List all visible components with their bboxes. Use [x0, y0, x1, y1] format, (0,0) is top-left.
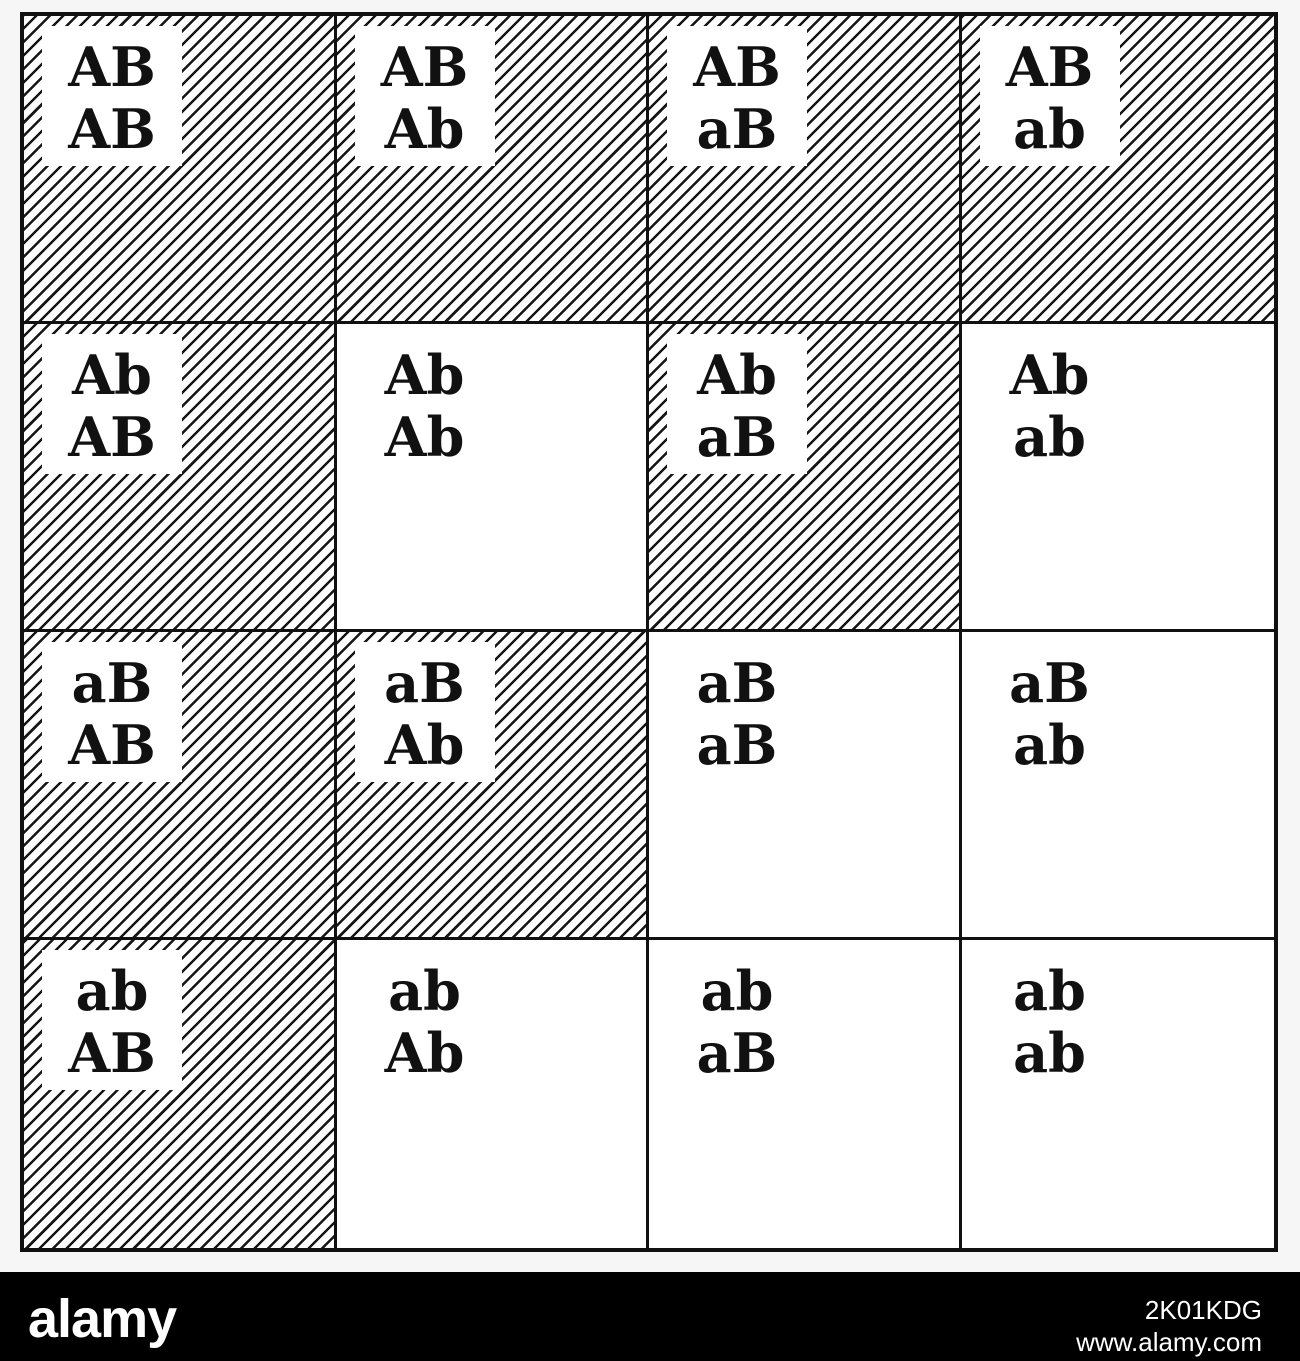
allele-bottom: ab	[1013, 405, 1086, 469]
allele-bottom: AB	[68, 97, 156, 161]
genotype-label	[667, 26, 807, 166]
allele-bottom: ab	[1013, 1021, 1086, 1085]
genotype-label	[355, 950, 495, 1090]
genotype-label	[42, 26, 182, 166]
genotype-label	[667, 334, 807, 474]
allele-top: aB	[384, 651, 465, 715]
allele-top: Ab	[72, 343, 152, 407]
grid-cell-r0-c2	[649, 16, 962, 324]
allele-top: Ab	[697, 343, 777, 407]
allele-bottom: Ab	[384, 713, 465, 777]
genotype-label	[667, 950, 807, 1090]
genotype-label	[980, 950, 1120, 1090]
allele-top: Ab	[384, 343, 465, 407]
allele-top: ab	[700, 959, 774, 1023]
allele-bottom: aB	[696, 713, 778, 777]
grid-cell-r0-c0	[24, 16, 337, 324]
allele-bottom: Ab	[384, 1021, 465, 1085]
allele-top: AB	[693, 35, 781, 99]
allele-bottom: AB	[68, 713, 156, 777]
allele-top: AB	[380, 35, 469, 99]
site-url-text: www.alamy.com	[1076, 1327, 1262, 1357]
grid-cell-r0-c1	[337, 16, 650, 324]
grid-cell-r1-c3	[962, 324, 1275, 632]
allele-bottom: Ab	[384, 405, 465, 469]
grid-cell-r2-c0	[24, 632, 337, 940]
allele-bottom: AB	[68, 405, 156, 469]
grid-cell-r3-c2	[649, 940, 962, 1248]
genotype-label	[355, 334, 495, 474]
grid-cell-r2-c1	[337, 632, 650, 940]
genotype-label	[980, 642, 1120, 782]
grid-cell-r2-c3	[962, 632, 1275, 940]
allele-top: aB	[1009, 651, 1090, 715]
genotype-label	[355, 26, 495, 166]
allele-top: ab	[388, 959, 461, 1023]
genotype-label	[42, 950, 182, 1090]
allele-top: AB	[1005, 35, 1094, 99]
allele-bottom: aB	[696, 1021, 778, 1085]
allele-bottom: Ab	[384, 97, 465, 161]
allele-bottom: AB	[68, 1021, 156, 1085]
genotype-label	[980, 26, 1120, 166]
grid-cell-r1-c2	[649, 324, 962, 632]
grid-cell-r3-c0	[24, 940, 337, 1248]
grid-cell-r3-c3	[962, 940, 1275, 1248]
alamy-logo: alamy	[28, 1289, 177, 1349]
allele-bottom: ab	[1013, 97, 1086, 161]
genotype-label	[355, 642, 495, 782]
grid-cell-r1-c1	[337, 324, 650, 632]
genotype-label	[42, 334, 182, 474]
genotype-label	[667, 642, 807, 782]
allele-top: aB	[71, 651, 153, 715]
allele-bottom: ab	[1013, 713, 1086, 777]
allele-top: ab	[1013, 959, 1086, 1023]
genotype-label	[980, 334, 1120, 474]
allele-top: AB	[68, 35, 156, 99]
punnett-square	[20, 12, 1278, 1252]
image-id-text: 2K01KDG	[1144, 1295, 1262, 1325]
grid-cell-r2-c2	[649, 632, 962, 940]
allele-bottom: aB	[696, 97, 778, 161]
allele-top: aB	[696, 651, 778, 715]
allele-top: Ab	[1009, 343, 1090, 407]
grid-cell-r1-c0	[24, 324, 337, 632]
genotype-label	[42, 642, 182, 782]
grid-cell-r3-c1	[337, 940, 650, 1248]
allele-top: ab	[75, 959, 149, 1023]
grid-cell-r0-c3	[962, 16, 1275, 324]
allele-bottom: aB	[696, 405, 778, 469]
